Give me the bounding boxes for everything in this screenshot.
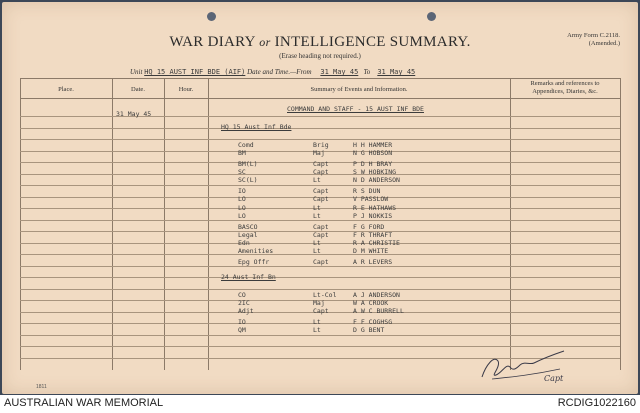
credit-right: RCDIG1022160 [557,397,636,409]
credit-bar [0,395,640,413]
staff-rank: Lt [313,318,321,326]
column-header-date: Date. [131,86,145,93]
staff-appt: Adjt [238,307,254,315]
staff-appt: QM [238,326,246,334]
column-header-summary: Summary of Events and Information. [310,86,408,93]
staff-appt: IO [238,318,246,326]
staff-rank: Capt [313,231,329,239]
ruled-line [20,335,620,336]
signature-rank: Capt [544,374,564,383]
ruled-line [20,266,620,267]
staff-name: W A CROOK [353,299,389,307]
table-top-border [20,78,620,79]
staff-rank: Lt [313,204,321,212]
staff-name: R S DUN [353,187,381,195]
staff-appt: IO [238,187,246,195]
staff-name: A R LEVERS [353,258,393,266]
staff-rank: Maj [313,149,325,157]
staff-name: F G FORD [353,223,385,231]
army-form-label: Army Form C.2118. (Amended.) [567,32,620,47]
ruled-line [20,289,620,290]
staff-rank: Capt [313,187,329,195]
staff-appt: LO [238,212,246,220]
column-header-place: Place. [58,86,74,93]
staff-appt: Comd [238,141,254,149]
entry-date: 31 May 45 [116,110,152,118]
staff-name: P D H BRAY [353,160,393,168]
war-diary-sheet [2,2,638,394]
credit-left: AUSTRALIAN WAR MEMORIAL [4,397,164,409]
group-heading: HQ 15 Aust Inf Bde [221,123,292,131]
punch-hole [427,12,436,21]
signature [472,347,572,387]
staff-rank: Lt [313,176,321,184]
staff-appt: SC(L) [238,176,258,184]
staff-rank: Lt [313,212,321,220]
staff-name: V PASSLOW [353,195,389,203]
subtitle: (Erase heading not required.) [279,52,361,60]
column-header-remarks: Remarks and references to Appendices, Diaries, &c. [530,80,600,95]
ruled-line [20,139,620,140]
ruled-line [20,116,620,117]
header-bottom-border [20,98,620,99]
staff-name: D G BENT [353,326,385,334]
staff-rank: Lt [313,326,321,334]
staff-rank: Capt [313,195,329,203]
staff-rank: Brig [313,141,329,149]
staff-name: N G HOBSON [353,149,393,157]
staff-appt: Epg Offr [238,258,270,266]
staff-name: P J NOKKIS [353,212,393,220]
staff-name: N D ANDERSON [353,176,400,184]
staff-rank: Capt [313,258,329,266]
column-divider [112,78,113,370]
staff-appt: BASCO [238,223,258,231]
column-divider [164,78,165,370]
ruled-line [20,220,620,221]
staff-name: A J ANDERSON [353,291,400,299]
punch-hole [207,12,216,21]
ruled-line [20,277,620,278]
ruled-line [20,185,620,186]
ruled-line [20,128,620,129]
staff-appt: BM(L) [238,160,258,168]
staff-appt: 2IC [238,299,250,307]
staff-appt: SC [238,168,246,176]
staff-rank: Capt [313,223,329,231]
staff-name: R A CHRISTIE [353,239,400,247]
staff-rank: Capt [313,307,329,315]
staff-rank: Lt [313,247,321,255]
staff-rank: Lt-Col [313,291,337,299]
staff-rank: Maj [313,299,325,307]
unit-line: Unit HQ 15 AUST INF BDE (AIF) Date and Time.—From 31 May 45 To 31 May 45 [130,68,416,76]
staff-appt: Legal [238,231,258,239]
staff-rank: Lt [313,239,321,247]
staff-name: A W C BURRELL [353,307,404,315]
staff-name: H H HAMMER [353,141,393,149]
column-divider [208,78,209,370]
column-divider [510,78,511,370]
staff-name: F R THRAFT [353,231,393,239]
group-heading: 24 Aust Inf Bn [221,273,276,281]
staff-appt: BM [238,149,246,157]
staff-rank: Capt [313,160,329,168]
page-title: WAR DIARY or INTELLIGENCE SUMMARY. [169,34,471,50]
staff-appt: CO [238,291,246,299]
staff-appt: LO [238,195,246,203]
column-divider [20,78,21,370]
staff-name: D M WHITE [353,247,389,255]
section-heading: COMMAND AND STAFF - 15 AUST INF BDE [287,105,424,113]
staff-appt: LO [238,204,246,212]
unit-value: HQ 15 AUST INF BDE (AIF) [144,68,246,76]
form-code: 1811 [36,384,47,390]
staff-appt: Edn [238,239,250,247]
from-date: 31 May 45 [320,68,359,76]
staff-name: R E HATHAWS [353,204,397,212]
to-date: 31 May 45 [377,68,416,76]
column-header-hour: Hour. [178,86,194,93]
column-divider [620,78,621,370]
staff-name: S W HOBKING [353,168,397,176]
staff-name: F F COGHSG [353,318,393,326]
staff-rank: Capt [313,168,329,176]
staff-appt: Amenities [238,247,274,255]
